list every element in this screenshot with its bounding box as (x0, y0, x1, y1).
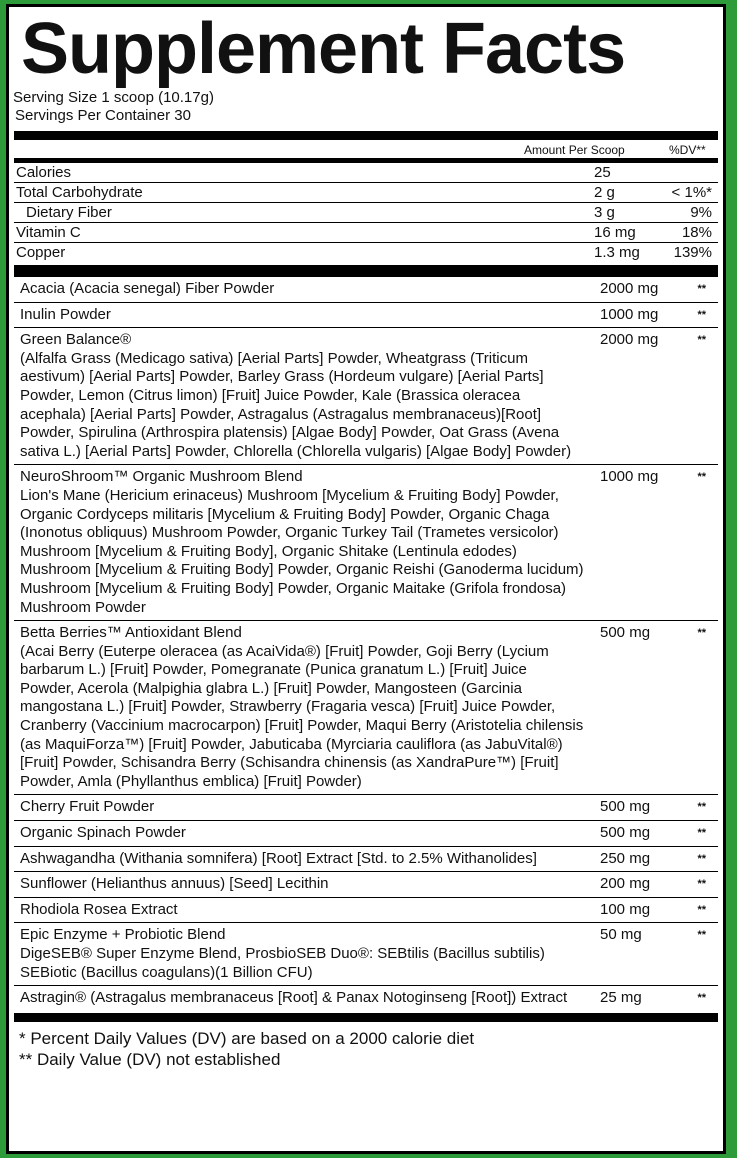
nutrient-amount: 2 g (594, 184, 615, 201)
ingredient-name: Cherry Fruit Powder (20, 798, 155, 816)
ingredient-row (14, 847, 718, 873)
ingredient-dv: ** (697, 471, 706, 484)
serving-info (9, 89, 723, 125)
nutrient-name: Calories (16, 164, 72, 181)
nutrients-list (9, 163, 723, 262)
ingredient-amount: 500 mg (600, 798, 651, 816)
ingredient-amount: 1000 mg (600, 305, 659, 323)
ingredient-name: Green Balance® (Alfalfa Grass (Medicago sativa) [Aerial Parts] Powder, Wheatgrass (Triticum aestivum) [Aerial Parts] Powder, Barley Grass (Hordeum vulgare) [Aerial Parts] Powder, Lemon (Citrus limon) [Fruit] Juice Powder, Kale (Brassica oleracea acephala) [Aerial Parts] Powder, Astragalus (Astragalus membranaceus)[Root] Powder, Spirulina (Arthrospira platensis) [Algae Body] Powder, Oat Grass (Avena sativa L.) [Aerial Parts] Powder, Chlorella (Chlorella vulgaris) [Algae Body] Powder) (20, 331, 572, 460)
nutrient-amount: 25 (594, 164, 611, 181)
amount-header: Amount Per Scoop (524, 143, 625, 157)
panel-title: Supplement Facts (21, 9, 626, 89)
nutrient-row (14, 183, 718, 203)
ingredients-list (9, 277, 723, 1011)
footnotes (9, 1022, 723, 1070)
ingredient-row (14, 328, 718, 465)
ingredient-row (14, 923, 718, 986)
ingredient-row (14, 821, 718, 847)
ingredient-amount: 50 mg (600, 926, 642, 944)
ingredient-dv: ** (697, 308, 706, 321)
ingredient-dv: ** (697, 283, 706, 295)
ingredient-amount: 2000 mg (600, 280, 659, 297)
ingredient-amount: 200 mg (600, 875, 651, 893)
nutrient-amount: 16 mg (594, 224, 636, 241)
ingredient-amount: 100 mg (600, 900, 651, 918)
ingredient-amount: 1000 mg (600, 468, 659, 486)
nutrient-amount: 1.3 mg (594, 244, 640, 261)
ingredient-dv: ** (697, 334, 706, 347)
ingredient-dv: ** (697, 627, 706, 640)
serving-size: Serving Size 1 scoop (10.17g) (13, 89, 214, 106)
ingredient-dv: ** (697, 903, 706, 916)
nutrient-name: Dietary Fiber (26, 204, 112, 221)
ingredient-dv: ** (697, 827, 706, 840)
ingredient-amount: 25 mg (600, 989, 642, 1007)
nutrient-amount: 3 g (594, 204, 615, 221)
ingredient-dv: ** (697, 878, 706, 891)
ingredient-dv: ** (697, 929, 706, 942)
ingredient-row (14, 465, 718, 621)
ingredient-row (14, 986, 718, 1011)
ingredient-dv: ** (697, 992, 706, 1005)
ingredient-row (14, 795, 718, 821)
ingredient-amount: 500 mg (600, 624, 651, 642)
nutrient-row (14, 243, 718, 262)
nutrient-name: Vitamin C (16, 224, 81, 241)
ingredient-name: Ashwagandha (Withania somnifera) [Root] Extract [Std. to 2.5% Withanolides] (20, 849, 537, 867)
ingredient-row (14, 872, 718, 898)
footnote-dv-not-established: ** Daily Value (DV) not established (19, 1049, 281, 1069)
ingredient-name: Organic Spinach Powder (20, 824, 186, 842)
divider-thick (14, 1013, 718, 1022)
divider-thick (14, 265, 718, 277)
ingredient-name: NeuroShroom™ Organic Mushroom Blend Lion's Mane (Hericium erinaceus) Mushroom [Mycelium & Fruiting Body] Powder, Organic Cordyceps militaris [Mycelium & Fruiting Body] Powder, Organic Chaga (Inonotus obliquus) Mushroom Powder, Organic Turkey Tail (Trametes versicolor) Mushroom [Mycelium & Fruiting Body], Organic Shitake (Lentinula edodes) Mushroom [Mycelium & Fruiting Body] Powder, Organic Reishi (Ganoderma lucidum) Mushroom [Mycelium & Fruiting Body] Powder, Organic Maitake (Grifola frondosa) Mushroom Powder (20, 468, 584, 616)
ingredient-name: Astragin® (Astragalus membranaceus [Root] & Panax Notoginseng [Root]) Extract (20, 989, 568, 1007)
ingredient-row (14, 621, 718, 795)
footnote-dv-basis: * Percent Daily Values (DV) are based on a 2000 calorie diet (19, 1028, 475, 1048)
nutrient-row (14, 203, 718, 223)
nutrient-dv: 9% (690, 204, 712, 221)
ingredient-name: Rhodiola Rosea Extract (20, 900, 178, 918)
nutrient-dv: 139% (673, 244, 712, 261)
ingredient-name: Sunflower (Helianthus annuus) [Seed] Lecithin (20, 875, 329, 893)
ingredient-row (14, 303, 718, 329)
nutrient-dv: < 1%* (671, 184, 712, 201)
ingredient-amount: 500 mg (600, 824, 651, 842)
nutrient-name: Total Carbohydrate (16, 184, 143, 201)
dv-header: %DV** (669, 143, 706, 157)
ingredient-amount: 2000 mg (600, 331, 659, 349)
nutrient-dv: 18% (681, 224, 712, 241)
divider-thick (14, 131, 718, 140)
ingredient-name: Betta Berries™ Antioxidant Blend (Acai Berry (Euterpe oleracea (as AcaiVida®) [Fruit] Powder, Goji Berry (Lycium barbarum L.) [Fruit] Powder, Pomegranate (Punica granatum L.) [Fruit] Juice Powder, Acerola (Malpighia glabra L.) [Fruit] Powder, Mangosteen (Garcinia mangostana L.) [Fruit] Powder, Strawberry (Fragaria vesca) [Fruit] Juice Powder, Cranberry (Vaccinium macrocarpon) [Fruit] Powder, Maqui Berry (Aristotelia chilensis (as MaquiForza™) [Fruit] Powder, Jabuticaba (Myrciaria cauliflora (as JabuVital®) [Fruit] Powder, Schisandra Berry (Schisandra chinensis (as XandraPure™) [Fruit] Powder, Amla (Phyllanthus emblica) [Fruit] Powder) (20, 624, 584, 790)
servings-per-container: Servings Per Container 30 (15, 107, 191, 124)
nutrient-name: Copper (16, 244, 66, 261)
ingredient-name: Epic Enzyme + Probiotic Blend DigeSEB® Super Enzyme Blend, ProsbioSEB Duo®: SEBtilis (Bacillus subtilis) SEBiotic (Bacillus coagulans)(1 Billion CFU) (20, 926, 545, 981)
ingredient-name: Acacia (Acacia senegal) Fiber Powder (20, 280, 275, 297)
ingredient-row (14, 898, 718, 924)
ingredient-amount: 250 mg (600, 849, 651, 867)
supplement-facts-panel (6, 4, 726, 1154)
ingredient-row (14, 277, 718, 303)
ingredient-dv: ** (697, 852, 706, 865)
ingredient-dv: ** (697, 801, 706, 814)
nutrient-row (14, 223, 718, 243)
nutrient-row (14, 163, 718, 183)
column-header (9, 140, 723, 158)
ingredient-name: Inulin Powder (20, 305, 111, 323)
